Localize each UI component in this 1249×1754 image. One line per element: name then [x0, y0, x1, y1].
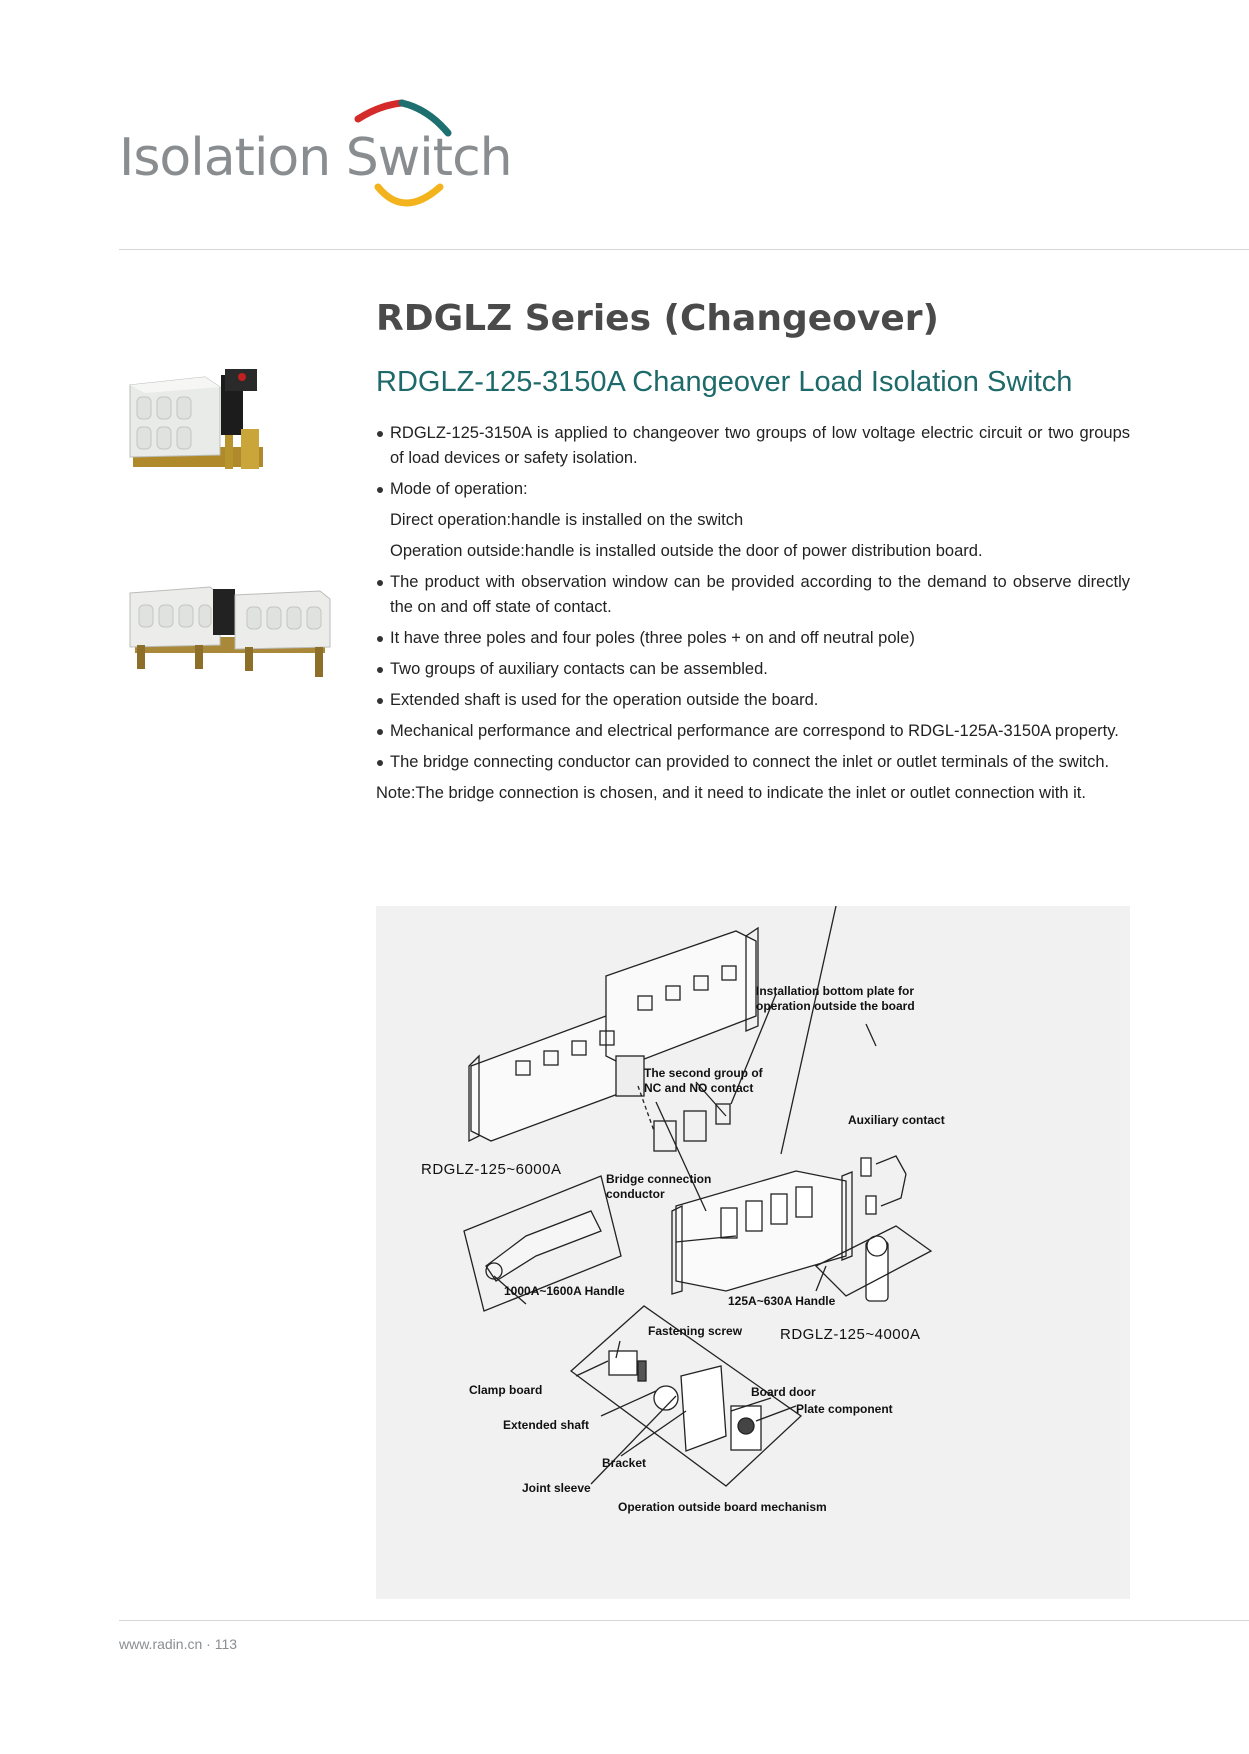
label-model-6000: RDGLZ-125~6000A	[421, 1161, 562, 1178]
label-board-door: Board door	[751, 1385, 816, 1399]
sub-item: Operation outside:handle is installed outside the door of power distribution board.	[390, 542, 983, 560]
bullet-item: It have three poles and four poles (three poles + on and off neutral pole)	[376, 626, 1130, 651]
logo-title: Isolation Switch	[119, 128, 512, 188]
bullet-item: Extended shaft is used for the operation outside the board.	[376, 688, 1130, 713]
logo-shield-icon	[350, 95, 460, 215]
note-text: Note:The bridge connection is chosen, and it need to indicate the inlet or outlet connection with it.	[376, 784, 1086, 802]
label-extended-shaft: Extended shaft	[503, 1418, 590, 1432]
description	[376, 421, 1130, 806]
label-mechanism: Operation outside board mechanism	[618, 1500, 827, 1514]
label-joint-sleeve: Joint sleeve	[522, 1481, 591, 1495]
label-fastening-screw: Fastening screw	[648, 1324, 743, 1338]
bullet-item: RDGLZ-125-3150A is applied to changeover two groups of low voltage electric circuit or two groups of load devices or safety isolation.	[376, 421, 1130, 471]
bullet-item: Two groups of auxiliary contacts can be assembled.	[376, 657, 1130, 682]
label-bracket: Bracket	[602, 1456, 647, 1470]
sub-item: Direct operation:handle is installed on the switch	[390, 511, 744, 529]
footer-divider	[119, 1620, 1249, 1621]
label-bridge-conductor: Bridge connection conductor	[606, 1172, 712, 1201]
label-clamp-board: Clamp board	[469, 1383, 543, 1397]
product-photo-double	[125, 575, 340, 685]
product-title: RDGLZ-125-3150A Changeover Load Isolation Switch	[376, 366, 1073, 398]
label-plate-component: Plate component	[796, 1402, 893, 1416]
series-title: RDGLZ Series (Changeover)	[376, 298, 939, 339]
bullet-item: Mechanical performance and electrical performance are correspond to RDGL-125A-3150A property.	[376, 719, 1130, 744]
label-second-group: The second group of NC and NO contact	[644, 1066, 763, 1095]
label-install-plate: Installation bottom plate for operation outside the board	[756, 984, 915, 1013]
header-divider	[119, 249, 1249, 250]
label-handle-1000: 1000A~1600A Handle	[504, 1284, 625, 1298]
footer-text: www.radin.cn · 113	[119, 1636, 238, 1652]
diagram-drawing	[376, 906, 1130, 1599]
label-handle-125: 125A~630A Handle	[728, 1294, 836, 1308]
label-auxiliary-contact: Auxiliary contact	[848, 1113, 945, 1127]
product-photo-single	[125, 365, 275, 480]
exploded-diagram	[376, 906, 1130, 1599]
bullet-item: The product with observation window can be provided according to the demand to observe directly the on and off state of contact.	[376, 570, 1130, 620]
bullet-item: The bridge connecting conductor can provided to connect the inlet or outlet terminals of the switch.	[376, 750, 1130, 775]
bullet-item: Mode of operation:	[376, 477, 1130, 502]
label-model-4000: RDGLZ-125~4000A	[780, 1326, 921, 1343]
